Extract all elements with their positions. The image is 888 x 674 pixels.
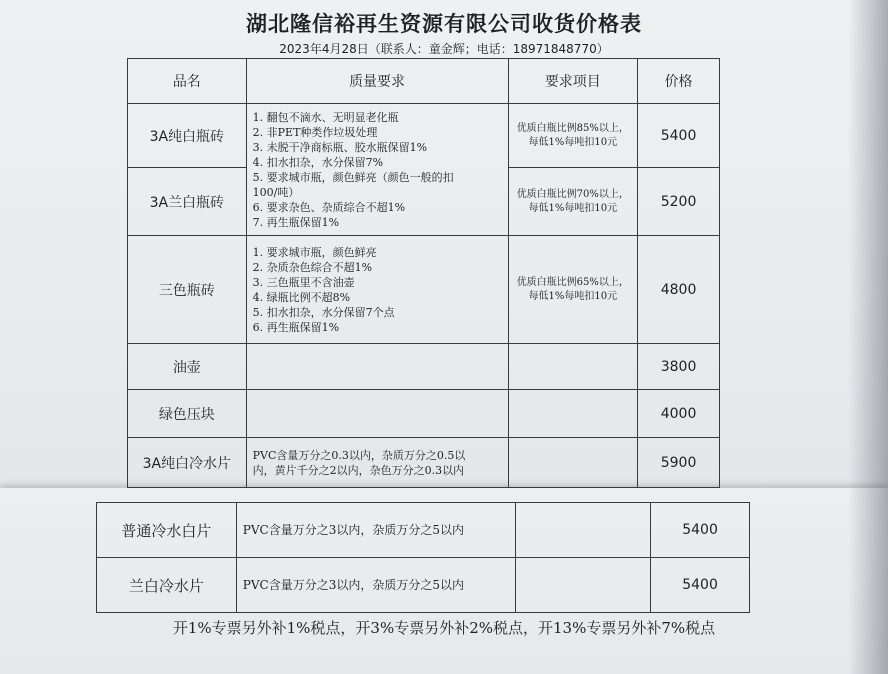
table-row xyxy=(97,503,750,558)
quality-requirements xyxy=(246,104,508,236)
price-value: 5400 xyxy=(651,558,750,613)
header-quality: 质量要求 xyxy=(246,59,508,104)
table-header-row xyxy=(128,59,720,104)
price-value: 5400 xyxy=(651,503,750,558)
requirement-line: 优质白瓶比例70%以上， xyxy=(516,188,629,200)
product-name: 3A纯白瓶砖 xyxy=(128,104,247,168)
product-name: 3A纯白冷水片 xyxy=(128,438,247,488)
page-title: 湖北隆信裕再生资源有限公司收货价格表 xyxy=(246,12,642,36)
requirement-item xyxy=(508,168,638,236)
price-value: 4000 xyxy=(638,390,720,438)
requirement-item xyxy=(508,344,638,390)
quality-line: 7. 再生瓶保留1% xyxy=(252,215,340,229)
table-row xyxy=(128,236,720,344)
requirement-line: 每低1%每吨扣10元 xyxy=(528,202,618,214)
quality-line: 3. 未脱干净商标瓶、胶水瓶保留1% xyxy=(252,140,428,154)
price-value: 5400 xyxy=(638,104,720,168)
product-name: 兰白冷水片 xyxy=(97,558,237,613)
product-name: 三色瓶砖 xyxy=(128,236,247,344)
requirement-line: 每低1%每吨扣10元 xyxy=(528,136,618,148)
quality-line: 3. 三色瓶里不含油壶 xyxy=(252,275,355,289)
requirement-item xyxy=(516,558,651,613)
photo-shadow xyxy=(848,0,888,674)
requirement-item xyxy=(508,390,638,438)
product-name: 油壶 xyxy=(128,344,247,390)
quality-line: 2. 非PET种类作垃圾处理 xyxy=(252,125,378,139)
price-value: 3800 xyxy=(638,344,720,390)
table-row xyxy=(128,438,720,488)
quality-line: 6. 要求杂色、杂质综合不超1% xyxy=(252,200,406,214)
page-subtitle: 2023年4月28日（联系人：童金辉；电话：18971848770） xyxy=(279,42,609,56)
requirement-line: 优质白瓶比例85%以上， xyxy=(516,122,629,134)
requirement-line: 每低1%每吨扣10元 xyxy=(528,290,618,302)
quality-requirements: PVC含量万分之3以内，杂质万分之5以内 xyxy=(236,558,516,613)
header-name: 品名 xyxy=(128,59,247,104)
quality-line: 内，黄片千分之2以内，杂色万分之0.3以内 xyxy=(252,463,465,477)
tax-note: 开1%专票另外补1%税点，开3%专票另外补2%税点，开13%专票另外补7%税点 xyxy=(172,619,716,637)
requirement-item xyxy=(516,503,651,558)
quality-requirements xyxy=(246,344,508,390)
requirement-item xyxy=(508,438,638,488)
quality-line: 4. 绿瓶比例不超8% xyxy=(252,290,351,304)
quality-line: 1. 翻包不滴水、无明显老化瓶 xyxy=(252,110,399,124)
header-requirement: 要求项目 xyxy=(508,59,638,104)
quality-requirements xyxy=(246,390,508,438)
price-table-continued xyxy=(96,502,750,613)
quality-line: 4. 扣水扣杂，水分保留7% xyxy=(252,155,384,169)
quality-requirements: PVC含量万分之3以内，杂质万分之5以内 xyxy=(236,503,516,558)
product-name: 普通冷水白片 xyxy=(97,503,237,558)
requirement-item xyxy=(508,104,638,168)
table-row xyxy=(128,104,720,168)
quality-requirements xyxy=(246,438,508,488)
quality-line: 1. 要求城市瓶，颜色鲜亮 xyxy=(252,245,377,259)
price-value: 4800 xyxy=(638,236,720,344)
requirement-line: 优质白瓶比例65%以上， xyxy=(516,276,629,288)
quality-line: 6. 再生瓶保留1% xyxy=(252,320,340,334)
quality-line: 2. 杂质杂色综合不超1% xyxy=(252,260,373,274)
price-value: 5200 xyxy=(638,168,720,236)
price-table xyxy=(127,58,720,488)
quality-line: PVC含量万分之0.3以内，杂质万分之0.5以 xyxy=(252,448,466,462)
quality-line: 5. 要求城市瓶，颜色鲜亮（颜色一般的扣 xyxy=(252,170,454,184)
table-row xyxy=(128,344,720,390)
quality-requirements xyxy=(246,236,508,344)
requirement-item xyxy=(508,236,638,344)
product-name: 绿色压块 xyxy=(128,390,247,438)
quality-line: 5. 扣水扣杂，水分保留7个点 xyxy=(252,305,395,319)
header-price: 价格 xyxy=(638,59,720,104)
quality-line: 100/吨） xyxy=(252,185,300,199)
table-row xyxy=(97,558,750,613)
product-name: 3A兰白瓶砖 xyxy=(128,168,247,236)
table-row xyxy=(128,390,720,438)
price-value: 5900 xyxy=(638,438,720,488)
